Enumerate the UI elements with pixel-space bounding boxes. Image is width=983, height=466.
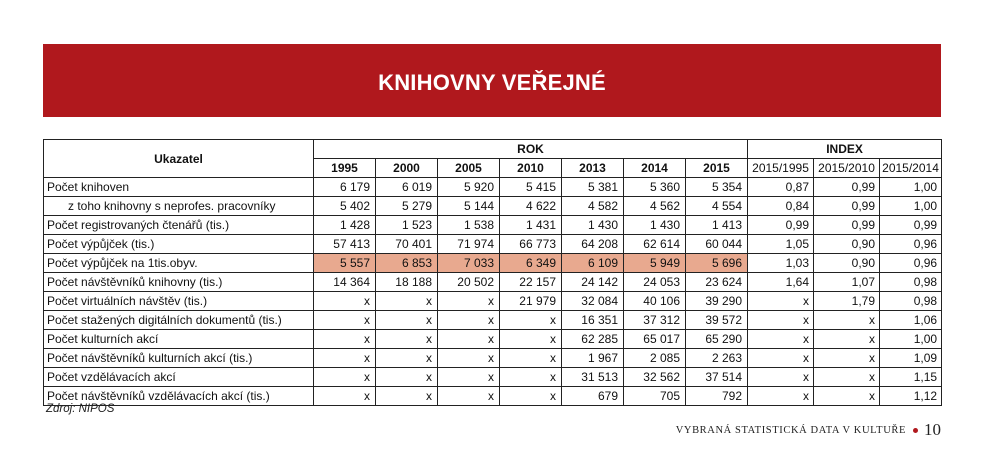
index-cell: 0,84	[748, 197, 814, 216]
row-label: Počet návštěvníků vzdělávacích akcí (tis.)	[44, 387, 314, 406]
value-cell: 62 285	[562, 330, 624, 349]
page-title: KNIHOVNY VEŘEJNÉ	[378, 69, 606, 95]
index-cell: 0,99	[814, 178, 880, 197]
value-cell: 5 144	[438, 197, 500, 216]
value-cell: 64 208	[562, 235, 624, 254]
year-header: 2010	[500, 159, 562, 178]
header-rok: ROK	[314, 140, 748, 159]
index-cell: 0,98	[880, 292, 942, 311]
value-cell: 1 413	[686, 216, 748, 235]
index-cell: 1,00	[880, 178, 942, 197]
index-cell: 1,00	[880, 197, 942, 216]
value-cell: 1 967	[562, 349, 624, 368]
page-footer	[676, 420, 941, 440]
table-row	[44, 368, 942, 387]
value-cell: 23 624	[686, 273, 748, 292]
row-label: Počet stažených digitálních dokumentů (tis.)	[44, 311, 314, 330]
value-cell: 21 979	[500, 292, 562, 311]
value-cell: 40 106	[624, 292, 686, 311]
row-label: Počet kulturních akcí	[44, 330, 314, 349]
row-label: Počet registrovaných čtenářů (tis.)	[44, 216, 314, 235]
value-cell: x	[376, 349, 438, 368]
value-cell: 31 513	[562, 368, 624, 387]
value-cell: x	[438, 349, 500, 368]
index-cell: 1,00	[880, 330, 942, 349]
index-cell: x	[748, 330, 814, 349]
table-row	[44, 197, 942, 216]
value-cell: x	[314, 349, 376, 368]
value-cell: 39 290	[686, 292, 748, 311]
value-cell: x	[438, 368, 500, 387]
value-cell: 6 109	[562, 254, 624, 273]
index-cell: x	[748, 311, 814, 330]
value-cell: 4 562	[624, 197, 686, 216]
value-cell: 1 431	[500, 216, 562, 235]
index-cell: 1,09	[880, 349, 942, 368]
table-row	[44, 349, 942, 368]
footer-text: VYBRANÁ STATISTICKÁ DATA V KULTUŘE	[675, 424, 906, 436]
index-cell: x	[748, 349, 814, 368]
index-cell: 1,06	[880, 311, 942, 330]
value-cell: 679	[562, 387, 624, 406]
value-cell: 14 364	[314, 273, 376, 292]
value-cell: 24 053	[624, 273, 686, 292]
value-cell: 5 920	[438, 178, 500, 197]
value-cell: 6 853	[376, 254, 438, 273]
index-header: 2015/1995	[748, 159, 814, 178]
row-label: Počet výpůjček na 1tis.obyv.	[44, 254, 314, 273]
row-label: Počet vzdělávacích akcí	[44, 368, 314, 387]
row-label: Počet výpůjček (tis.)	[44, 235, 314, 254]
value-cell: 66 773	[500, 235, 562, 254]
index-cell: 1,12	[880, 387, 942, 406]
value-cell: 60 044	[686, 235, 748, 254]
value-cell: 2 263	[686, 349, 748, 368]
value-cell: 37 514	[686, 368, 748, 387]
index-header: 2015/2014	[880, 159, 942, 178]
value-cell: x	[376, 311, 438, 330]
value-cell: 5 557	[314, 254, 376, 273]
index-cell: 0,96	[880, 254, 942, 273]
source-note: Zdroj: NIPOS	[46, 403, 115, 415]
value-cell: x	[500, 387, 562, 406]
value-cell: 70 401	[376, 235, 438, 254]
row-label: z toho knihovny s neprofes. pracovníky	[44, 197, 314, 216]
value-cell: 32 562	[624, 368, 686, 387]
value-cell: 4 622	[500, 197, 562, 216]
value-cell: x	[314, 292, 376, 311]
value-cell: 4 582	[562, 197, 624, 216]
value-cell: 1 428	[314, 216, 376, 235]
value-cell: x	[500, 368, 562, 387]
value-cell: 6 349	[500, 254, 562, 273]
value-cell: 62 614	[624, 235, 686, 254]
value-cell: 5 354	[686, 178, 748, 197]
table-row	[44, 292, 942, 311]
row-label: Počet knihoven	[44, 178, 314, 197]
index-cell: 0,99	[814, 197, 880, 216]
value-cell: x	[500, 330, 562, 349]
table-row	[44, 273, 942, 292]
index-cell: 1,05	[748, 235, 814, 254]
value-cell: x	[438, 311, 500, 330]
value-cell: 5 696	[686, 254, 748, 273]
value-cell: x	[500, 311, 562, 330]
index-cell: 1,64	[748, 273, 814, 292]
value-cell: 37 312	[624, 311, 686, 330]
index-cell: x	[814, 311, 880, 330]
index-cell: x	[814, 349, 880, 368]
value-cell: 65 290	[686, 330, 748, 349]
value-cell: x	[314, 368, 376, 387]
index-cell: 0,98	[880, 273, 942, 292]
index-cell: 1,15	[880, 368, 942, 387]
bullet-icon	[913, 428, 918, 433]
value-cell: 16 351	[562, 311, 624, 330]
index-cell: 0,99	[814, 216, 880, 235]
value-cell: 6 179	[314, 178, 376, 197]
value-cell: 4 554	[686, 197, 748, 216]
value-cell: 71 974	[438, 235, 500, 254]
value-cell: 5 402	[314, 197, 376, 216]
table-row	[44, 254, 942, 273]
index-cell: 0,87	[748, 178, 814, 197]
value-cell: 65 017	[624, 330, 686, 349]
value-cell: 39 572	[686, 311, 748, 330]
value-cell: 57 413	[314, 235, 376, 254]
index-cell: 0,96	[880, 235, 942, 254]
index-cell: x	[814, 387, 880, 406]
year-header: 2000	[376, 159, 438, 178]
value-cell: 1 523	[376, 216, 438, 235]
year-header: 1995	[314, 159, 376, 178]
value-cell: 5 360	[624, 178, 686, 197]
value-cell: x	[376, 330, 438, 349]
index-cell: 1,79	[814, 292, 880, 311]
table-row	[44, 216, 942, 235]
index-cell: x	[814, 368, 880, 387]
index-cell: x	[748, 387, 814, 406]
year-header: 2014	[624, 159, 686, 178]
year-header: 2005	[438, 159, 500, 178]
table-row	[44, 178, 942, 197]
value-cell: 5 415	[500, 178, 562, 197]
row-label: Počet návštěvníků kulturních akcí (tis.)	[44, 349, 314, 368]
index-cell: x	[748, 368, 814, 387]
year-header: 2013	[562, 159, 624, 178]
value-cell: 20 502	[438, 273, 500, 292]
index-cell: 0,99	[748, 216, 814, 235]
value-cell: x	[314, 330, 376, 349]
value-cell: 6 019	[376, 178, 438, 197]
index-cell: 1,07	[814, 273, 880, 292]
title-banner	[43, 44, 941, 117]
value-cell: x	[438, 292, 500, 311]
value-cell: x	[376, 368, 438, 387]
table-row	[44, 330, 942, 349]
value-cell: x	[314, 311, 376, 330]
value-cell: 1 538	[438, 216, 500, 235]
row-label: Počet návštěvníků knihovny (tis.)	[44, 273, 314, 292]
value-cell: 18 188	[376, 273, 438, 292]
table-row	[44, 311, 942, 330]
value-cell: 7 033	[438, 254, 500, 273]
value-cell: 5 381	[562, 178, 624, 197]
index-header: 2015/2010	[814, 159, 880, 178]
value-cell: 705	[624, 387, 686, 406]
value-cell: 32 084	[562, 292, 624, 311]
row-label: Počet virtuálních návštěv (tis.)	[44, 292, 314, 311]
table-row	[44, 387, 942, 406]
value-cell: 5 279	[376, 197, 438, 216]
index-cell: 0,99	[880, 216, 942, 235]
index-cell: x	[814, 330, 880, 349]
value-cell: 5 949	[624, 254, 686, 273]
value-cell: x	[314, 387, 376, 406]
value-cell: x	[376, 292, 438, 311]
value-cell: 24 142	[562, 273, 624, 292]
index-cell: x	[748, 292, 814, 311]
index-cell: 1,03	[748, 254, 814, 273]
value-cell: 792	[686, 387, 748, 406]
value-cell: 1 430	[624, 216, 686, 235]
value-cell: x	[438, 330, 500, 349]
value-cell: x	[500, 349, 562, 368]
value-cell: 22 157	[500, 273, 562, 292]
value-cell: x	[376, 387, 438, 406]
table-row	[44, 235, 942, 254]
value-cell: 1 430	[562, 216, 624, 235]
value-cell: 2 085	[624, 349, 686, 368]
index-cell: 0,90	[814, 235, 880, 254]
header-ukazatel: Ukazatel	[44, 140, 314, 178]
header-index: INDEX	[748, 140, 942, 159]
page-number: 10	[924, 420, 941, 439]
year-header: 2015	[686, 159, 748, 178]
value-cell: x	[438, 387, 500, 406]
index-cell: 0,90	[814, 254, 880, 273]
statistics-table	[43, 139, 942, 406]
